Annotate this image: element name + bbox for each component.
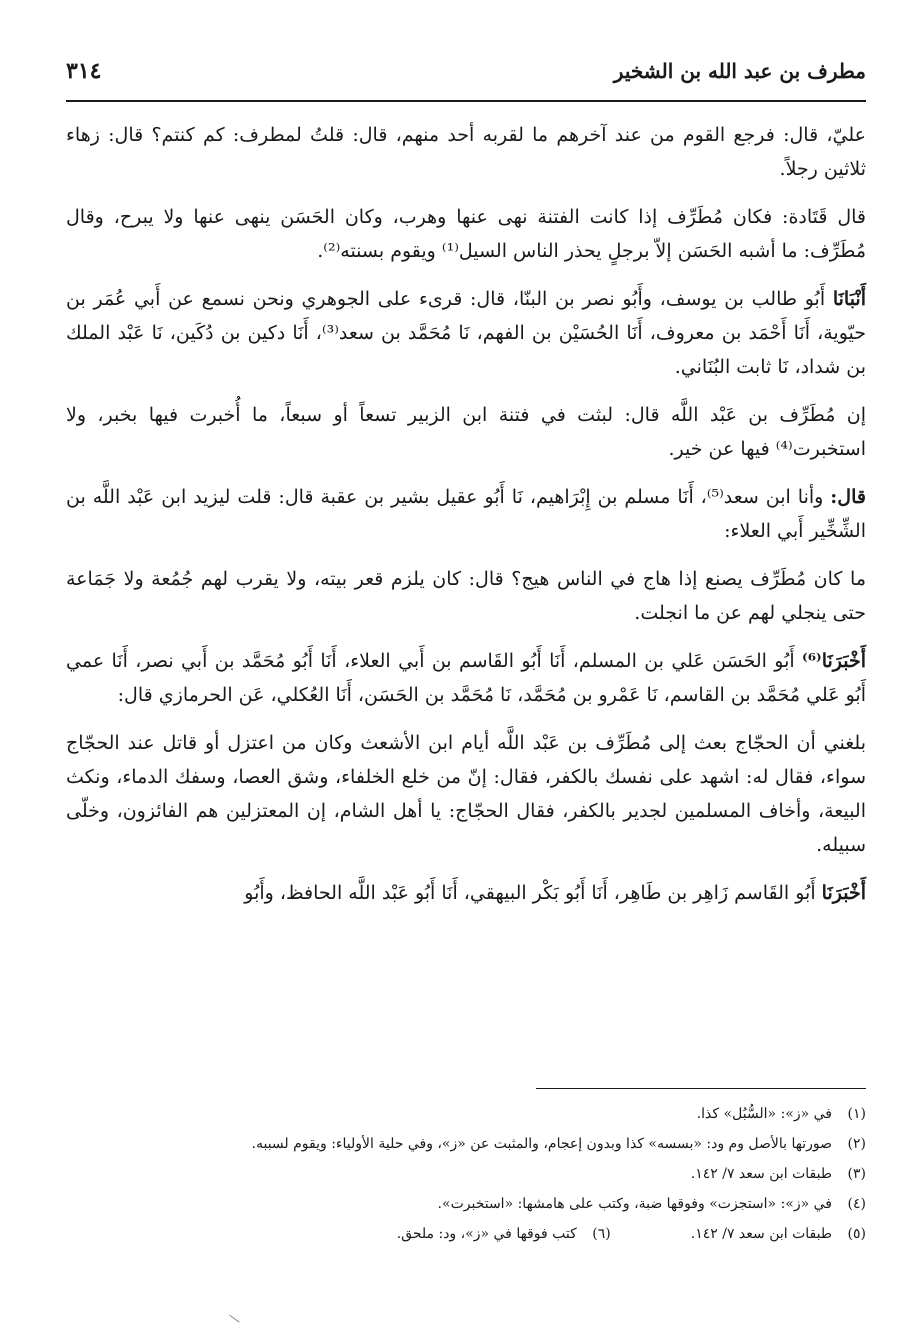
paragraph-lead: أَخْبَرَنَا xyxy=(821,882,866,904)
paragraph-lead: أَخْبَرَنَا⁽⁶⁾ xyxy=(802,650,867,672)
running-title: مطرف بن عبد الله بن الشخير xyxy=(613,59,866,83)
paragraph xyxy=(66,726,866,862)
paragraph-text: أَبُو القَاسم زَاهِر بن طَاهِر، أَنَا أَبُو بَكْر البيهقي، أَنَا أَبُو عَبْد اللَّه الحافظ، وأَبُو xyxy=(244,882,816,904)
paragraph xyxy=(66,398,866,466)
footnote-text: صورتها بالأصل وم ود: «بسسه» كذا وبدون إعجام، والمثبت عن «ز»، وفي حلية الأولياء: ويقوم لسببه. xyxy=(251,1136,832,1152)
footnote-number: (٢) xyxy=(847,1136,866,1152)
footnote xyxy=(66,1219,866,1249)
paragraph-text: عليّ، قال: فرجع القوم من عند آخرهم ما لقربه أحد منهم، قال: قلتُ لمطرف: كم كنتم؟ قال: زهاء ثلاثين رجلاً. xyxy=(66,124,866,180)
page-number: ٣١٤ xyxy=(66,58,102,84)
paragraph xyxy=(66,562,866,630)
paragraph xyxy=(66,118,866,186)
paragraph-text: وأنا ابن سعد⁽⁵⁾، أَنَا مسلم بن إِبْرَاهيم، نَا أَبُو عقيل بشير بن عقبة قال: قلت ليزيد ابن عَبْد اللَّه بن الشِّخِّير أَبي العلاء: xyxy=(66,486,866,542)
paragraph-text: ما كان مُطَرِّف يصنع إذا هاج في الناس هيج؟ قال: كان يلزم قعر بيته، ولا يقرب لهم جُمُعة ولا جَمَاعة حتى ينجلي لهم عن ما انجلت. xyxy=(66,568,866,624)
paragraph-text: إن مُطَرِّف بن عَبْد اللَّه قال: لبثت في فتنة ابن الزبير تسعاً أو سبعاً، ما أُخبرت فيها بخبر، ولا استخبرت⁽⁴⁾ فيها عن خير. xyxy=(66,404,866,460)
paragraph xyxy=(66,876,866,910)
footnote-number: (٥) xyxy=(847,1226,866,1242)
paragraph-text: أَبُو الحَسَن عَلي بن المسلم، أَنَا أَبُو القَاسم بن أَبي العلاء، أَنَا أَبُو مُحَمَّد بن أَبي نصر، أَنَا عمي أَبُو عَلي مُحَمَّد بن القاسم، نَا عَمْرو بن مُحَمَّد، نَا مُحَمَّد بن الحَسَن، أَنَا العُكلي، عَن الحرمازي قال: xyxy=(66,650,866,706)
paragraph-lead: قال: xyxy=(830,486,866,508)
running-header xyxy=(66,58,866,102)
paragraph xyxy=(66,480,866,548)
scan-mark xyxy=(229,1315,240,1324)
paragraph xyxy=(66,644,866,712)
footnote-text: في «ز»: «السُّبُل» كذا. xyxy=(696,1106,832,1122)
footnote-number: (١) xyxy=(847,1106,866,1122)
footnote xyxy=(66,1189,866,1219)
paragraph xyxy=(66,282,866,384)
paragraph-text: أَبُو طالب بن يوسف، وأَبُو نصر بن البنّا، قال: قرىء على الجوهري ونحن نسمع عن أَبي عُمَر بن حيّوية، أَنَا أَحْمَد بن معروف، أَنَا الحُسَيْن بن الفهم، نَا مُحَمَّد بن سعد⁽³⁾، أَنَا دكين بن دُكَين، نَا عَبْد الملك بن شداد، نَا ثابت البُنَاني. xyxy=(66,288,866,378)
footnote xyxy=(66,1129,866,1159)
footnote-inline xyxy=(397,1219,611,1249)
footnote-text: كتب فوقها في «ز»، ود: ملحق. xyxy=(396,1226,577,1242)
footnote-number: (٤) xyxy=(847,1196,866,1212)
footnotes xyxy=(66,1088,866,1249)
footnote-list xyxy=(66,1099,866,1249)
footnote-text: طبقات ابن سعد ٧/ ١٤٢. xyxy=(690,1226,832,1242)
footnote xyxy=(66,1099,866,1129)
footnote xyxy=(66,1159,866,1189)
paragraph-text: قال قَتَادة: فكان مُطَرِّف إذا كانت الفتنة نهى عنها وهرب، وكان الحَسَن ينهى عنها ولا يبرح، وقال مُطَرِّف: ما أشبه الحَسَن إلاّ برجلٍ يحذر الناس السيل⁽¹⁾ ويقوم بسنته⁽²⁾. xyxy=(66,206,866,262)
footnote-text: طبقات ابن سعد ٧/ ١٤٢. xyxy=(690,1166,832,1182)
paragraph xyxy=(66,200,866,268)
footnote-divider xyxy=(536,1088,866,1089)
page xyxy=(66,58,866,924)
footnote-text: في «ز»: «استجزت» وفوقها ضبة، وكتب على هامشها: «استخبرت». xyxy=(437,1196,832,1212)
footnote-number: (٦) xyxy=(592,1226,611,1242)
main-text xyxy=(66,118,866,910)
paragraph-text: بلغني أن الحجّاج بعث إلى مُطَرِّف بن عَبْد اللَّه أيام ابن الأشعث وكان من اعتزل أو قاتل عند الحجّاج سواء، فقال له: اشهد على نفسك بالكفر، فقال: إنّ من خلع الخلفاء، وشق العصا، وسفك الدماء، ونكث البيعة، وأخاف المسلمين لجدير بالكفر، فقال الحجّاج: يا أهل الشام، إن المعتزلين هم الفائزون، وخلّى سبيله. xyxy=(66,732,866,856)
footnote-number: (٣) xyxy=(847,1166,866,1182)
paragraph-lead: أَنْبَانَا xyxy=(832,288,866,310)
